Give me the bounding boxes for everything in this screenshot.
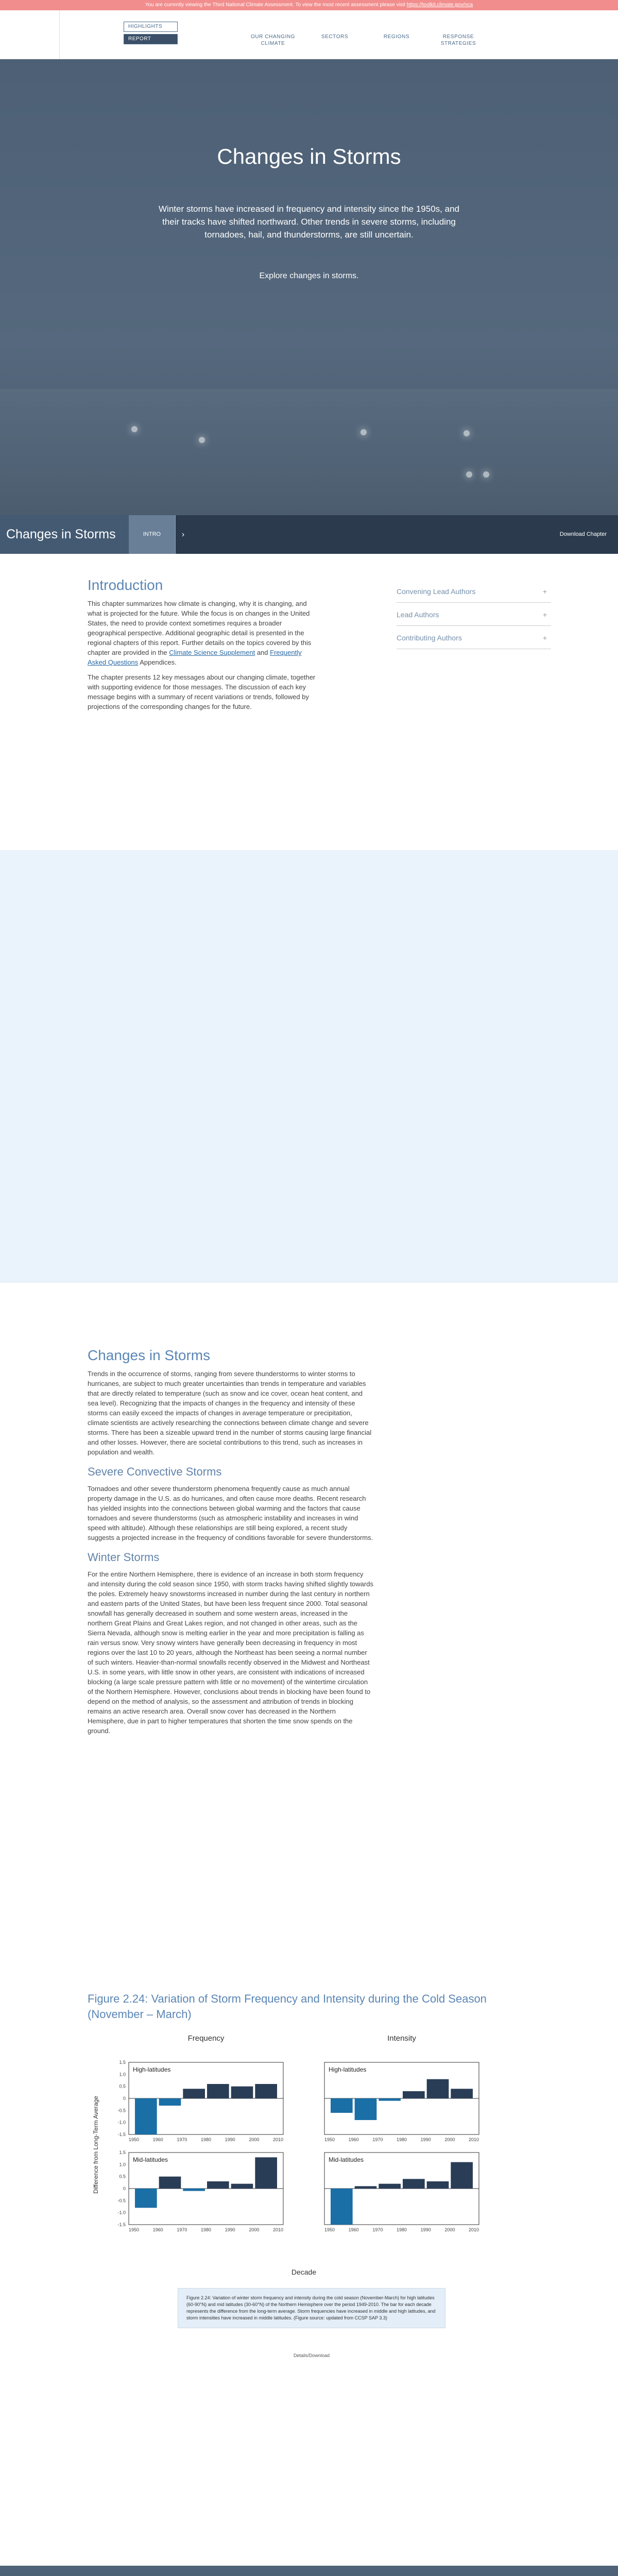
- x-axis-label: Decade: [291, 2268, 317, 2276]
- bar: [159, 2177, 181, 2189]
- x-tick-label: 1970: [177, 2227, 187, 2232]
- y-tick-label: 0.5: [119, 2083, 126, 2089]
- chapter-bar: [0, 515, 618, 554]
- y-tick-label: -0.5: [117, 2108, 126, 2113]
- tab-report[interactable]: REPORT: [124, 34, 178, 44]
- y-tick-label: 0: [123, 2096, 126, 2101]
- bar: [355, 2186, 377, 2189]
- alert-link[interactable]: https://toolkit.climate.gov/nca: [406, 2, 473, 8]
- panel-title: Mid-latitudes: [329, 2156, 364, 2163]
- plus-icon: +: [542, 634, 547, 642]
- x-tick-label: 2000: [249, 2137, 260, 2142]
- storm-chart: [88, 2026, 536, 2279]
- plus-icon: +: [542, 587, 547, 596]
- street-light: [483, 471, 489, 478]
- tab-highlights[interactable]: HIGHLIGHTS: [124, 22, 178, 32]
- panel-title: High-latitudes: [329, 2066, 367, 2073]
- bar: [451, 2162, 473, 2189]
- bar: [403, 2179, 425, 2189]
- nav-divider: [59, 10, 60, 59]
- y-tick-label: -0.5: [117, 2198, 126, 2204]
- y-tick-label: 1.0: [119, 2162, 126, 2167]
- climate-science-supplement-link[interactable]: Climate Science Supplement: [169, 649, 255, 656]
- y-tick-label: -1.5: [117, 2222, 126, 2227]
- x-tick-label: 1990: [225, 2227, 235, 2232]
- x-tick-label: 1950: [324, 2137, 335, 2142]
- chevron-right-icon[interactable]: ›: [175, 515, 191, 554]
- explore-link[interactable]: Explore changes in storms.: [259, 272, 359, 280]
- x-tick-label: 2010: [468, 2137, 479, 2142]
- x-tick-label: 1990: [420, 2227, 431, 2232]
- intro-paragraph: [88, 599, 319, 667]
- side-label: Contributing Authors: [397, 634, 462, 642]
- intro-paragraph-2: The chapter presents 12 key messages about our changing climate, together with supporting evidence for those messages. The discussion of each key message begins with a summary of recent variations or trends, followed by projections of the corresponding changes for the future.: [88, 673, 316, 710]
- y-tick-label: 0: [123, 2186, 126, 2191]
- alert-banner: [0, 0, 618, 10]
- lead-authors[interactable]: [397, 605, 551, 626]
- bar: [331, 2189, 353, 2225]
- figure-note: Figure 2.24: Variation of winter storm frequency and intensity during the cold season (November-March) for high latitudes (60-90°N) and mid latitudes (30-60°N) of the Northern Hemisphere over the period 1949-2010. The bar for each decade represents the difference from the long-term average. Storm frequencies have increased in middle and high latitudes, and storm intensities have increased in middle latitudes. (Figure source: updated from CCSP SAP 3.3): [178, 2288, 445, 2328]
- y-tick-label: 1.0: [119, 2072, 126, 2077]
- bar: [255, 2084, 277, 2098]
- next-section: [0, 2566, 618, 2576]
- bar: [451, 2089, 473, 2098]
- changes-paragraph: Trends in the occurrence of storms, ranging from severe thunderstorms to winter storms to hurricanes, are subject to much greater uncertainties than trends in temperature and variables that are directly related to temperature (such as snow and ice cover, ocean heat content, and sea level). Recognizing that the impacts of changes in the frequency and intensity of these storms can easily exceed the impacts of changes in average temperature or precipitation, climate scientists are actively researching the connections between climate change and severe storms. There has been a sizeable upward trend in the number of storms causing large financial and other losses. However, there are societal contributions to this trend, such as increases in population and wealth.: [88, 1370, 372, 1456]
- x-tick-label: 2000: [444, 2227, 455, 2232]
- faq-link[interactable]: Frequently Asked Questions: [88, 649, 302, 666]
- hero-subtitle: Winter storms have increased in frequency and intensity since the 1950s, and their tracks have shifted northward. Other trends in severe storms, including tornadoes, hail, and thunderstorms, are still uncertain.: [159, 204, 459, 240]
- x-tick-label: 1950: [324, 2227, 335, 2232]
- intro-heading: Introduction: [88, 577, 163, 593]
- x-tick-label: 1960: [348, 2137, 359, 2142]
- x-tick-label: 2000: [249, 2227, 260, 2232]
- x-tick-label: 2010: [272, 2137, 284, 2142]
- x-tick-label: 1950: [128, 2227, 140, 2232]
- x-tick-label: 2010: [468, 2227, 479, 2232]
- hero: [0, 59, 618, 577]
- nav-tabs: [124, 22, 178, 46]
- bar: [255, 2157, 277, 2189]
- alert-text: You are currently viewing the Third National Climate Assessment. To view the most recent assessment please visit: [145, 2, 405, 8]
- panel-title: High-latitudes: [133, 2066, 171, 2073]
- nav-link-regions[interactable]: REGIONS: [383, 34, 410, 40]
- contributing-authors[interactable]: [397, 629, 551, 649]
- intro-and: and: [256, 649, 268, 656]
- figure-caption: Figure 2.24: Variation of Storm Frequency and Intensity during the Cold Season (November – March): [88, 1992, 487, 2021]
- street-light: [466, 471, 472, 478]
- bar: [207, 2084, 229, 2098]
- y-tick-label: -1.0: [117, 2210, 126, 2215]
- bar: [207, 2181, 229, 2189]
- chapter-name: Changes in Storms: [0, 515, 129, 554]
- bar: [231, 2087, 253, 2098]
- x-tick-label: 1980: [396, 2227, 407, 2232]
- x-tick-label: 1990: [225, 2137, 235, 2142]
- chapter-intro-tab[interactable]: INTRO: [129, 515, 175, 554]
- y-tick-label: -1.5: [117, 2132, 126, 2137]
- key-messages-placeholder: [0, 850, 618, 1283]
- x-tick-label: 1960: [348, 2227, 359, 2232]
- intro-text-end: Appendices.: [140, 658, 177, 666]
- street-light: [199, 437, 205, 443]
- y-tick-label: -1.0: [117, 2120, 126, 2125]
- y-tick-label: 1.5: [119, 2150, 126, 2155]
- bar: [427, 2181, 449, 2189]
- nav-links: [242, 33, 489, 47]
- col-title: Intensity: [387, 2034, 416, 2043]
- bar: [135, 2189, 157, 2208]
- side-label: Convening Lead Authors: [397, 587, 476, 596]
- changes-section: [0, 1283, 618, 2566]
- severe-storms-paragraph: Tornadoes and other severe thunderstorm phenomena frequently cause as much annual property damage in the U.S. as do hurricanes, and often cause more deaths. Recent research has yielded insights into the connections between global warming and the factors that cause tornadoes and severe thunderstorms (such as atmospheric instability and increases in wind speed with altitude). Although these relationships are still being explored, a recent study suggests a projected increase in the frequency of conditions favorable for severe thunderstorms.: [88, 1485, 373, 1541]
- x-tick-label: 1980: [396, 2137, 407, 2142]
- plus-icon: +: [542, 611, 547, 619]
- x-tick-label: 1970: [372, 2137, 383, 2142]
- bar: [159, 2098, 181, 2106]
- x-tick-label: 1990: [420, 2137, 431, 2142]
- winter-storms-paragraph: For the entire Northern Hemisphere, there is evidence of an increase in both storm frequency and intensity during the cold season since 1950, with storm tracks having shifted slightly towards the poles. Extremely heavy snowstorms increased in number during the last century in northern and eastern parts of the United States, but have been less frequent since 2000. Total seasonal snowfall has generally decreased in southern and some western areas, increased in the northern Great Plains and Great Lakes region, and not changed in other areas, such as the Sierra Nevada, although snow is melting earlier in the year and more precipitation is falling as rain versus snow. Very snowy winters have generally been decreasing in frequency in most regions over the last 10 to 20 years, although the Northeast has been seeing a normal number of such winters. Heavier-than-normal snowfalls recently observed in the Midwest and Northeast U.S. in some years, with little snow in other years, are consistent with indications of increased blocking (a large scale pressure pattern with little or no movement) of the wintertime circulation of the Northern Hemisphere. However, conclusions about trends in blocking have been found to depend on the method of analysis, so the assessment and attribution of trends in blocking remains an active research area. Overall snow cover has decreased in the Northern Hemisphere, due in part to higher temperatures that shorten the time snow spends on the ground.: [88, 1570, 373, 1735]
- bar: [403, 2091, 425, 2098]
- x-tick-label: 1960: [152, 2227, 163, 2232]
- bar: [183, 2189, 205, 2191]
- side-label: Lead Authors: [397, 611, 439, 619]
- nav-link-sectors[interactable]: SECTORS: [321, 34, 349, 40]
- col-title: Frequency: [187, 2034, 225, 2043]
- x-tick-label: 2010: [272, 2227, 284, 2232]
- bar: [355, 2098, 377, 2120]
- figure-download-link[interactable]: Details/Download: [293, 2353, 330, 2358]
- bar: [231, 2184, 253, 2189]
- changes-heading: Changes in Storms: [88, 1347, 211, 1363]
- winter-storms-heading: Winter Storms: [88, 1551, 160, 1564]
- street-light: [360, 429, 367, 435]
- hero-title: Changes in Storms: [217, 144, 401, 168]
- x-tick-label: 2000: [444, 2137, 455, 2142]
- download-chapter-link[interactable]: Download Chapter: [559, 531, 607, 537]
- x-tick-label: 1950: [128, 2137, 140, 2142]
- intro-section: [0, 554, 618, 850]
- severe-storms-heading: Severe Convective Storms: [88, 1465, 222, 1478]
- figure: [88, 1991, 536, 2358]
- convening-lead-authors[interactable]: [397, 582, 551, 603]
- bar: [183, 2089, 205, 2098]
- nav-link-our-changing-climate[interactable]: OUR CHANGING CLIMATE: [250, 34, 296, 46]
- x-tick-label: 1970: [372, 2227, 383, 2232]
- intro-text: This chapter summarizes how climate is changing, why it is changing, and what is projected for the future. While the focus is on changes in the United States, the need to provide context sometimes requires a broader geographical perspective. Additional geographic detail is presented in the regional chapters of this report. Further details on the topics covered by this chapter are provided in the: [88, 600, 312, 656]
- panel-title: Mid-latitudes: [133, 2156, 168, 2163]
- bar: [379, 2098, 401, 2101]
- bar: [135, 2098, 157, 2134]
- street-light: [464, 430, 470, 436]
- x-tick-label: 1980: [200, 2227, 212, 2232]
- top-nav: [0, 10, 618, 59]
- x-tick-label: 1960: [152, 2137, 163, 2142]
- street-light: [131, 426, 138, 432]
- x-tick-label: 1970: [177, 2137, 187, 2142]
- bar: [379, 2184, 401, 2189]
- bar: [427, 2079, 449, 2098]
- x-tick-label: 1980: [200, 2137, 212, 2142]
- bar: [331, 2098, 353, 2113]
- y-tick-label: 1.5: [119, 2060, 126, 2065]
- y-tick-label: 0.5: [119, 2174, 126, 2179]
- y-axis-label: Difference from Long-Term Average: [92, 2096, 99, 2194]
- nav-link-response-strategies[interactable]: RESPONSE STRATEGIES: [440, 34, 476, 46]
